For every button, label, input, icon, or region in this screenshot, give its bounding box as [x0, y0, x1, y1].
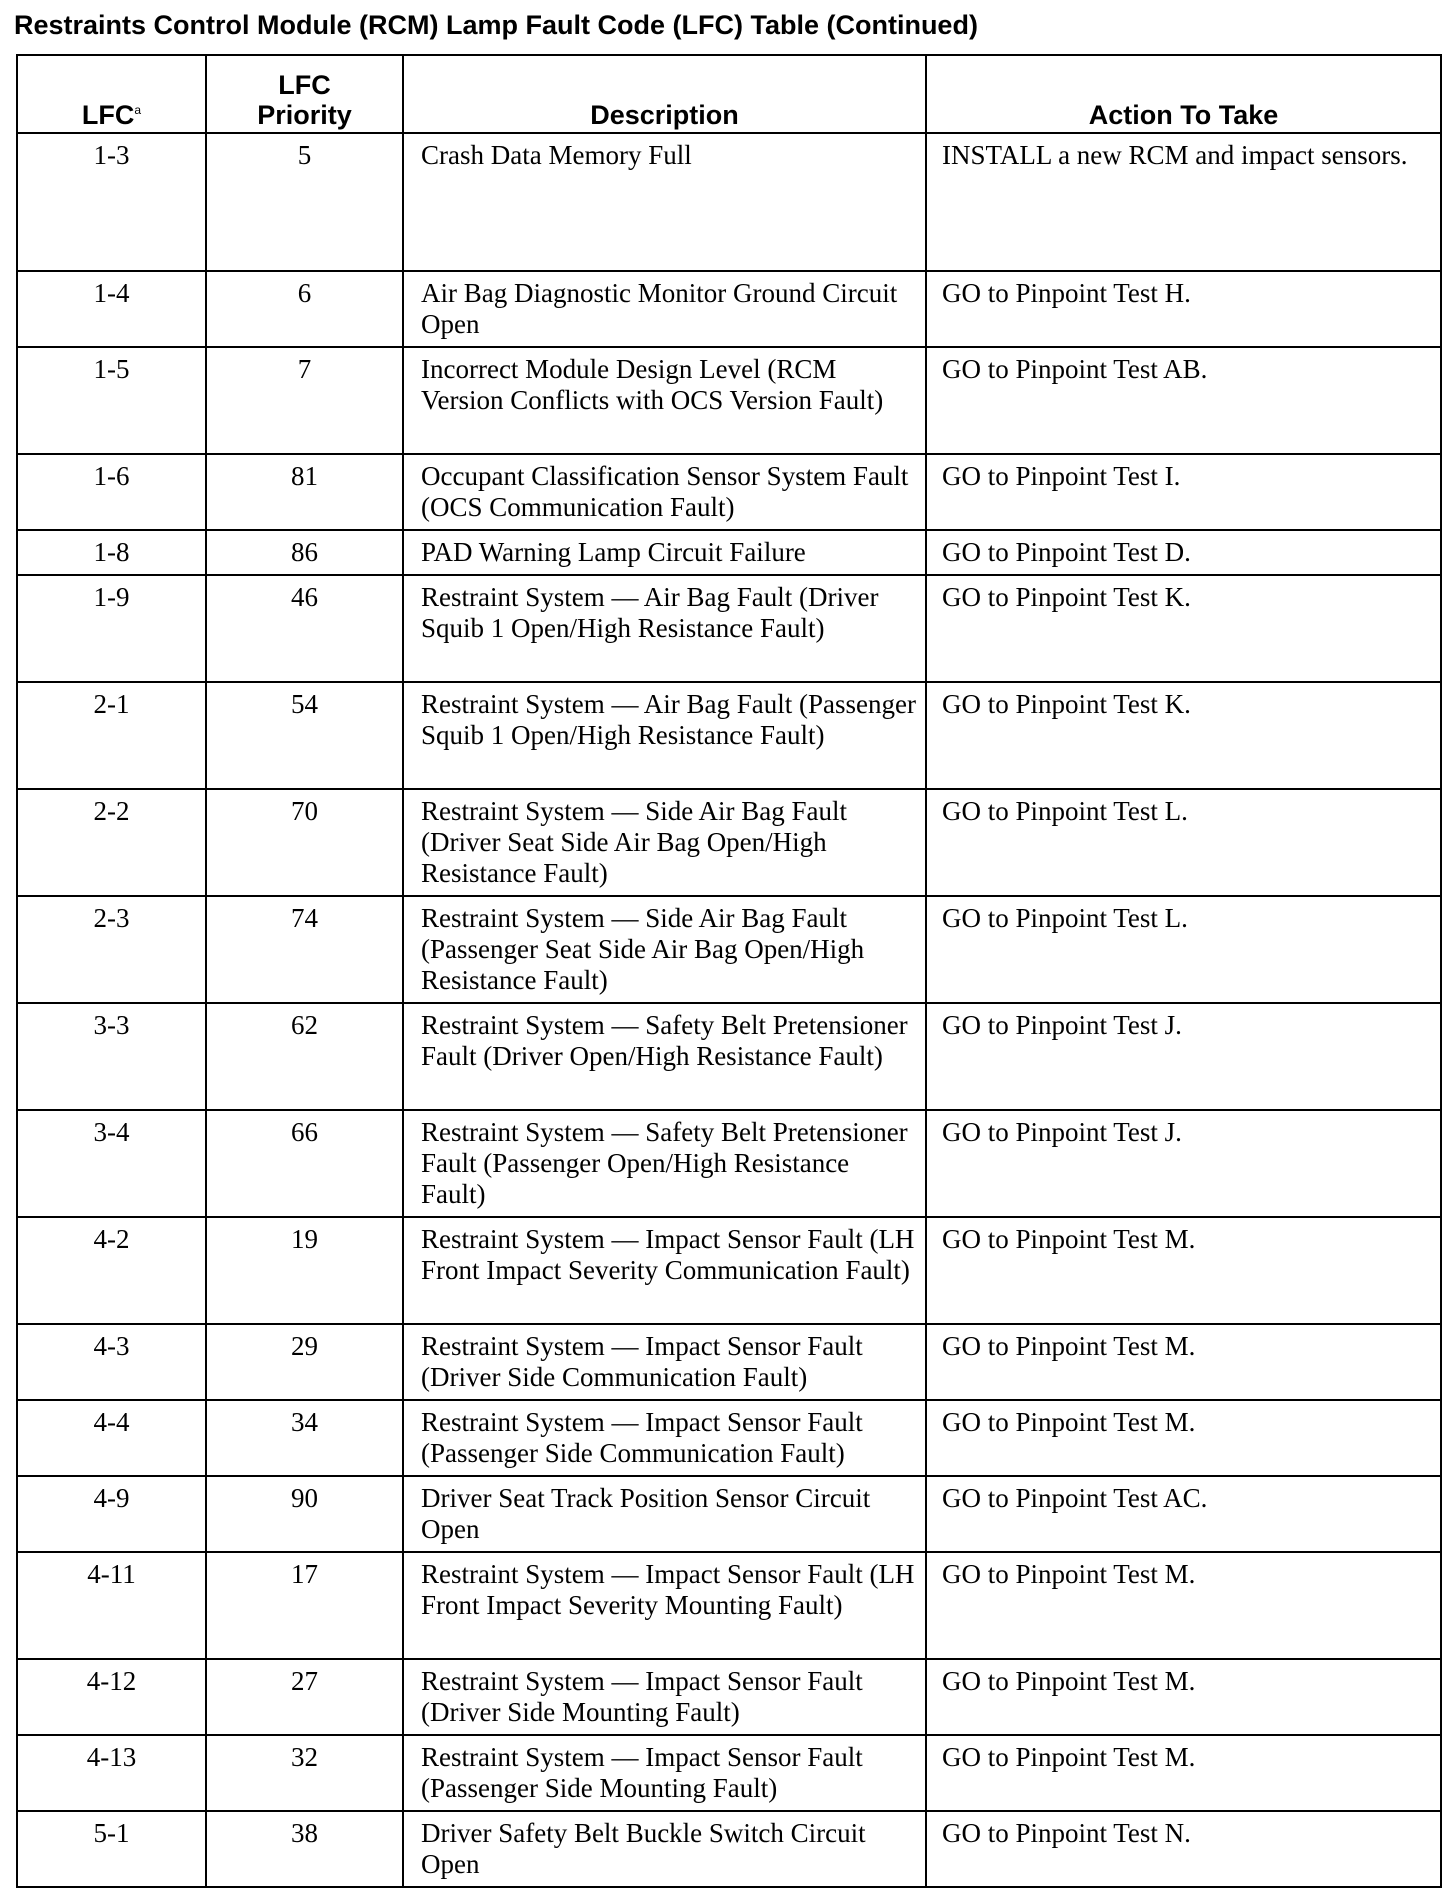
- fault-description: Incorrect Module Design Level (RCM Version Conflicts with OCS Version Fault): [403, 347, 926, 454]
- lfc-code: 1-8: [17, 530, 206, 575]
- table-row: [17, 1552, 1441, 1659]
- lfc-code: 4-12: [17, 1659, 206, 1735]
- lfc-code: 1-4: [17, 271, 206, 347]
- fault-description: Restraint System — Impact Sensor Fault (Driver Side Communication Fault): [403, 1324, 926, 1400]
- lfc-priority: 38: [206, 1811, 403, 1887]
- header-priority-line1: LFC: [278, 70, 331, 100]
- lfc-code: 1-9: [17, 575, 206, 682]
- fault-description: Crash Data Memory Full: [403, 133, 926, 271]
- fault-description: Restraint System — Safety Belt Pretensioner Fault (Passenger Open/High Resistance Fault): [403, 1110, 926, 1217]
- fault-description: Restraint System — Impact Sensor Fault (Driver Side Mounting Fault): [403, 1659, 926, 1735]
- fault-description: Driver Seat Track Position Sensor Circuit Open: [403, 1476, 926, 1552]
- table-row: [17, 1217, 1441, 1324]
- header-lfc: [17, 55, 206, 133]
- fault-description: Restraint System — Air Bag Fault (Driver Squib 1 Open/High Resistance Fault): [403, 575, 926, 682]
- lfc-code: 5-1: [17, 1811, 206, 1887]
- table-row: [17, 575, 1441, 682]
- header-description: Description: [403, 55, 926, 133]
- header-action: Action To Take: [926, 55, 1441, 133]
- lfc-code: 1-3: [17, 133, 206, 271]
- lfc-code: 4-2: [17, 1217, 206, 1324]
- lfc-code: 4-13: [17, 1735, 206, 1811]
- action-to-take: GO to Pinpoint Test L.: [926, 896, 1441, 1003]
- fault-description: PAD Warning Lamp Circuit Failure: [403, 530, 926, 575]
- fault-description: Restraint System — Safety Belt Pretensioner Fault (Driver Open/High Resistance Fault): [403, 1003, 926, 1110]
- lfc-code: 1-5: [17, 347, 206, 454]
- action-to-take: GO to Pinpoint Test H.: [926, 271, 1441, 347]
- lfc-code: 1-6: [17, 454, 206, 530]
- lfc-table: [16, 54, 1442, 1888]
- lfc-priority: 66: [206, 1110, 403, 1217]
- action-to-take: GO to Pinpoint Test AC.: [926, 1476, 1441, 1552]
- fault-description: Restraint System — Impact Sensor Fault (Passenger Side Mounting Fault): [403, 1735, 926, 1811]
- page-title: Restraints Control Module (RCM) Lamp Fault Code (LFC) Table (Continued): [14, 10, 978, 40]
- fault-description: Restraint System — Impact Sensor Fault (LH Front Impact Severity Mounting Fault): [403, 1552, 926, 1659]
- action-to-take: GO to Pinpoint Test J.: [926, 1003, 1441, 1110]
- fault-description: Occupant Classification Sensor System Fault (OCS Communication Fault): [403, 454, 926, 530]
- lfc-priority: 5: [206, 133, 403, 271]
- fault-description: Restraint System — Impact Sensor Fault (LH Front Impact Severity Communication Fault): [403, 1217, 926, 1324]
- table-row: [17, 682, 1441, 789]
- action-to-take: GO to Pinpoint Test K.: [926, 682, 1441, 789]
- action-to-take: GO to Pinpoint Test M.: [926, 1324, 1441, 1400]
- action-to-take: GO to Pinpoint Test N.: [926, 1811, 1441, 1887]
- action-to-take: GO to Pinpoint Test K.: [926, 575, 1441, 682]
- lfc-priority: 19: [206, 1217, 403, 1324]
- lfc-code: 2-3: [17, 896, 206, 1003]
- table-row: [17, 133, 1441, 271]
- fault-description: Restraint System — Air Bag Fault (Passenger Squib 1 Open/High Resistance Fault): [403, 682, 926, 789]
- action-to-take: GO to Pinpoint Test I.: [926, 454, 1441, 530]
- lfc-code: 4-9: [17, 1476, 206, 1552]
- action-to-take: GO to Pinpoint Test M.: [926, 1400, 1441, 1476]
- lfc-code: 4-4: [17, 1400, 206, 1476]
- fault-description: Restraint System — Side Air Bag Fault (Passenger Seat Side Air Bag Open/High Resistance Fault): [403, 896, 926, 1003]
- lfc-code: 2-2: [17, 789, 206, 896]
- lfc-priority: 62: [206, 1003, 403, 1110]
- lfc-priority: 6: [206, 271, 403, 347]
- table-row: [17, 454, 1441, 530]
- fault-description: Restraint System — Impact Sensor Fault (Passenger Side Communication Fault): [403, 1400, 926, 1476]
- table-row: [17, 1400, 1441, 1476]
- action-to-take: GO to Pinpoint Test D.: [926, 530, 1441, 575]
- table-row: [17, 896, 1441, 1003]
- header-lfc-priority: [206, 55, 403, 133]
- action-to-take: GO to Pinpoint Test AB.: [926, 347, 1441, 454]
- lfc-priority: 70: [206, 789, 403, 896]
- lfc-priority: 32: [206, 1735, 403, 1811]
- fault-description: Driver Safety Belt Buckle Switch Circuit Open: [403, 1811, 926, 1887]
- lfc-priority: 17: [206, 1552, 403, 1659]
- action-to-take: INSTALL a new RCM and impact sensors.: [926, 133, 1441, 271]
- action-to-take: GO to Pinpoint Test J.: [926, 1110, 1441, 1217]
- table-row: [17, 1735, 1441, 1811]
- lfc-priority: 86: [206, 530, 403, 575]
- action-to-take: GO to Pinpoint Test M.: [926, 1659, 1441, 1735]
- action-to-take: GO to Pinpoint Test M.: [926, 1735, 1441, 1811]
- table-row: [17, 1110, 1441, 1217]
- lfc-priority: 81: [206, 454, 403, 530]
- action-to-take: GO to Pinpoint Test L.: [926, 789, 1441, 896]
- action-to-take: GO to Pinpoint Test M.: [926, 1217, 1441, 1324]
- header-lfc-label: LFC: [81, 100, 135, 130]
- lfc-priority: 29: [206, 1324, 403, 1400]
- lfc-priority: 54: [206, 682, 403, 789]
- action-to-take: GO to Pinpoint Test M.: [926, 1552, 1441, 1659]
- lfc-code: 4-11: [17, 1552, 206, 1659]
- table-header-row: [17, 55, 1441, 133]
- table-row: [17, 271, 1441, 347]
- table-row: [17, 1659, 1441, 1735]
- table-row: [17, 1811, 1441, 1887]
- lfc-code: 3-4: [17, 1110, 206, 1217]
- lfc-priority: 90: [206, 1476, 403, 1552]
- fault-description: Restraint System — Side Air Bag Fault (Driver Seat Side Air Bag Open/High Resistance Fault): [403, 789, 926, 896]
- lfc-priority: 34: [206, 1400, 403, 1476]
- table-row: [17, 789, 1441, 896]
- header-priority-line2: Priority: [257, 100, 352, 130]
- table-row: [17, 1476, 1441, 1552]
- lfc-code: 3-3: [17, 1003, 206, 1110]
- table-row: [17, 1324, 1441, 1400]
- lfc-priority: 74: [206, 896, 403, 1003]
- lfc-code: 4-3: [17, 1324, 206, 1400]
- table-row: [17, 347, 1441, 454]
- footnote-marker: a: [134, 103, 142, 117]
- fault-description: Air Bag Diagnostic Monitor Ground Circuit Open: [403, 271, 926, 347]
- table-body: [17, 133, 1441, 1887]
- table-row: [17, 530, 1441, 575]
- lfc-code: 2-1: [17, 682, 206, 789]
- lfc-priority: 7: [206, 347, 403, 454]
- table-row: [17, 1003, 1441, 1110]
- lfc-priority: 46: [206, 575, 403, 682]
- lfc-priority: 27: [206, 1659, 403, 1735]
